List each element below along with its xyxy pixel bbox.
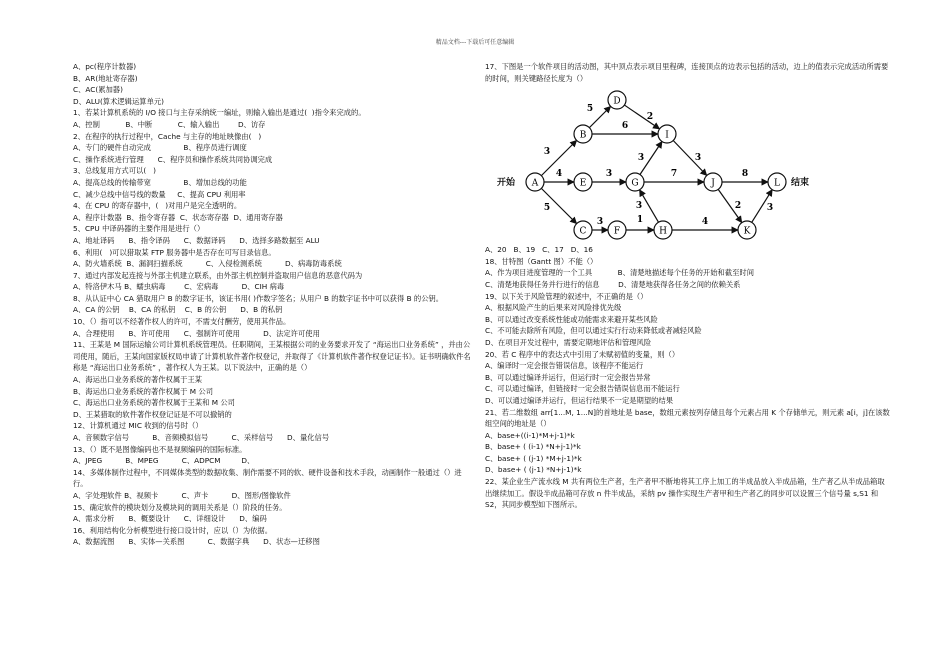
node-label: I <box>665 130 669 141</box>
node-label: G <box>631 178 639 189</box>
edge-weight: 7 <box>670 169 678 180</box>
edge-D-I <box>621 105 659 132</box>
edge-weight: 3 <box>543 147 551 158</box>
text-line: B、海运出口业务系统的著作权属于 M 公司 <box>73 386 213 396</box>
text-line: A、编译时一定会报告错误信息，该程序不能运行 <box>485 361 644 371</box>
text-line: A、JPEG B、MPEG C、ADPCM D、 <box>73 456 255 466</box>
edge-weight: 1 <box>636 215 644 226</box>
right-column <box>485 61 890 511</box>
question-3: 3、总线复用方式可以( ) <box>73 166 156 176</box>
text-line: A、专门的硬件自动完成 B、程序员进行调度 <box>73 143 247 153</box>
text-line: A、地址译码 B、指令译码 C、数据译码 D、选择多路数据至 ALU <box>73 235 320 245</box>
text-line: A、CA 的公钥 B、CA 的私钥 C、B 的公钥 D、B 的私钥 <box>73 305 283 315</box>
edge-weight: 3 <box>635 201 643 212</box>
question-10: 10、（）指可以不经著作权人的许可，不需支付酬劳，使用其作品。 <box>73 317 291 327</box>
question-11: 11、王某是 M 国际运输公司计算机系统管理员。任职期间，王某根据公司的业务要求开发了 “海运出口业务系统” ，并由公司使用，随后，王某向国家版权局申请了计算机软件著作权登记，并取得了《计算机软件著作权登记证书》。证书明确软件名称是 “海运出口业务系统” ，著作权人为王某。以下说法中，正确的是（） <box>73 340 471 373</box>
text-line: C、清楚地获得任务并行进行的信息 D、清楚地获得各任务之间的依赖关系 <box>485 279 741 289</box>
question-17: 17、下图是一个软件项目的活动图，其中顶点表示项目里程碑，连接顶点的边表示包括的活动，边上的值表示完成活动所需要的时间，则关键路径长度为（） <box>485 62 889 83</box>
node-label: F <box>613 226 621 237</box>
text-line: A、需求分析 B、概要设计 C、详细设计 D、编码 <box>73 514 267 524</box>
question-20: 20、若 C 程序中的表达式中引用了未赋初值的变量，则（） <box>485 349 680 359</box>
left-column <box>73 61 473 548</box>
edge-weight: 8 <box>741 169 749 180</box>
question-7: 7、通过内部发起连接与外部主机建立联系，由外部主机控制并盗取用户信息的恶意代码为 <box>73 270 363 280</box>
node-label: C <box>579 226 587 237</box>
question-4: 4、在 CPU 的寄存器中，( )对用户是完全透明的。 <box>73 201 242 211</box>
edge-weight: 4 <box>701 217 709 228</box>
edge-weight: 3 <box>766 203 774 214</box>
question-18: 18、甘特图（Gantt 图）不能（） <box>485 256 598 266</box>
text-line: A、20 B、19 C、17 D、16 <box>485 245 593 255</box>
text-line: C、AC(累加器) <box>73 85 123 95</box>
text-line: A、作为项目进度管理的一个工具 B、清楚地描述每个任务的开始和截至时间 <box>485 268 755 278</box>
question-5: 5、CPU 中译码器的主要作用是进行（） <box>73 224 205 234</box>
question-16: 16、利用结构化分析模型进行接口设计时，应以（）为依据。 <box>73 525 273 535</box>
text-line: A、根据风险产生的后果来对风险排优先级 <box>485 303 622 313</box>
text-line: A、特洛伊木马 B、蠕虫病毒 C、宏病毒 D、CIH 病毒 <box>73 282 285 292</box>
question-21: 21、若二维数组 arr[1...M, 1...N]的首地址是 base，数组元素按列存储且每个元素占用 K 个存储单元，则元素 a[i，j]在该数组空间的地址是（） <box>485 407 890 429</box>
text-line: D、王某猎取的软件著作权登记证是不可以撤销的 <box>73 409 232 419</box>
text-line: A、防火墙系统 B、漏洞扫描系统 C、入侵检测系统 D、病毒防毒系统 <box>73 259 342 269</box>
edge-weight: 3 <box>637 153 645 164</box>
activity-diagram <box>485 86 890 240</box>
node-label: A <box>531 178 539 189</box>
node-label: K <box>743 226 751 237</box>
text-line: A、提高总线的传输带宽 B、增加总线的功能 <box>73 177 247 187</box>
node-label: H <box>659 226 667 237</box>
question-15: 15、确定软件的模块划分及模块间的调用关系是（）阶段的任务。 <box>73 502 287 512</box>
node-label: B <box>579 130 587 141</box>
text-line: C、不可能去除所有风险，但可以通过实行行动来降低或者减轻风险 <box>485 326 702 336</box>
activity-diagram-svg <box>485 86 890 240</box>
question-6: 6、利用( )可以猎取某 FTP 服务器中是否存在可写目录信息。 <box>73 247 276 257</box>
question-8: 8、从认证中心 CA 猎取用户 B 的数字证书，该证书用( )作数字签名；从用户 B 的数字证书中可以获得 B 的公钥。 <box>73 293 444 303</box>
question-19: 19、以下关于风险管理的叙述中，不正确的是（） <box>485 291 648 301</box>
text-line: B、可以通过改变系统性能或功能需求来避开某些风险 <box>485 314 658 324</box>
text-line: A、base+((i-1)*M+j-1)*k <box>485 430 575 440</box>
edge-weight: 3 <box>596 217 604 228</box>
text-line: A、字处理软件 B、视频卡 C、声卡 D、图形/图像软件 <box>73 490 291 500</box>
edge-weight: 5 <box>586 104 594 115</box>
text-line: A、pc(程序计数器) <box>73 62 137 71</box>
text-line: C、可以通过编译，但链接时一定会报告错误信息而不能运行 <box>485 384 680 394</box>
edge-weight: 2 <box>646 112 654 123</box>
text-line: A、数据流图 B、实体—关系图 C、数据字典 D、状态—迁移图 <box>73 537 320 547</box>
node-label: D <box>613 96 621 107</box>
text-line: B、AR(地址寄存器) <box>73 73 138 83</box>
node-label: E <box>579 178 587 189</box>
edge-weight: 5 <box>543 203 551 214</box>
text-line: B、base+ ( (i-1) *N+j-1)*k <box>485 442 581 452</box>
text-line: A、音频数字信号 B、音频模拟信号 C、采样信号 D、量化信号 <box>73 433 330 442</box>
end-label: 结束 <box>791 178 810 189</box>
edge-weight: 4 <box>555 169 563 180</box>
question-14: 14、多媒体制作过程中，不同媒体类型的数据收集、制作需要不同的软、硬件设备和技术手段，动画制作一般通过（）进行。 <box>73 467 462 489</box>
edge-weight: 6 <box>621 121 629 132</box>
edge-I-J <box>673 141 707 176</box>
question-12: 12、计算机通过 MIC 收到的信号时（） <box>73 421 203 431</box>
text-line: D、在项目开发过程中，需要定期地评估和管理风险 <box>485 337 652 347</box>
node-label: L <box>774 178 780 189</box>
text-line: A、海运出口业务系统的著作权属于王某 <box>73 375 203 385</box>
text-line: A、合理使用 B、许可使用 C、强制许可使用 D、法定许可使用 <box>73 328 320 338</box>
text-line: B、可以通过编译并运行，但运行时一定会报告异常 <box>485 372 651 382</box>
text-line: D、可以通过编译并运行，但运行结果不一定是期望的结果 <box>485 395 674 405</box>
question-2: 2、在程序的执行过程中，Cache 与主存的地址映像由( ) <box>73 131 262 141</box>
question-22: 22、某企业生产流水线 M 共有两位生产者，生产者甲不断地将其工序上加工的半成品放入半成品箱，生产者乙从半成品箱取出继续加工。假设半成品箱可存放 n 件半成品，采纳 pv 操作实现生产者甲和生产者乙的同步可以设置三个信号量 s,S1 和 S2，其同步模型如下图所示。 <box>485 477 885 510</box>
text-line: A、控制 B、中断 C、输入输出 D、访存 <box>73 119 266 129</box>
edge-weight: 3 <box>605 169 613 180</box>
edge-weight: 3 <box>694 153 702 164</box>
question-1: 1、若某计算机系统的 I/O 接口与主存采纳统一编址，则输入输出是通过( )指令来完成的。 <box>73 108 366 118</box>
edge-weight: 2 <box>734 201 742 212</box>
text-line: C、海运出口业务系统的著作权属于王某和 M 公司 <box>73 398 235 408</box>
question-13: 13、（）既不是图像编码也不是视频编码的国际标准。 <box>73 444 247 454</box>
text-line: C、操作系统进行管理 C、程序员和操作系统共同协调完成 <box>73 154 273 164</box>
text-line: C、base+ ( (j-1) *M+j-1)*k <box>485 453 582 463</box>
node-label: J <box>711 178 715 189</box>
page-header: 精品文档---下载后可任意编辑 <box>435 39 515 46</box>
text-line: D、base+ ( (j-1) *N+j-1)*k <box>485 465 582 475</box>
text-line: D、ALU(算术逻辑运算单元) <box>73 96 165 106</box>
start-label: 开始 <box>497 178 516 189</box>
text-line: C、减少总线中信号线的数量 C、提高 CPU 利用率 <box>73 189 246 199</box>
text-line: A、程序计数器 B、指令寄存器 C、状态寄存器 D、通用寄存器 <box>73 212 283 222</box>
